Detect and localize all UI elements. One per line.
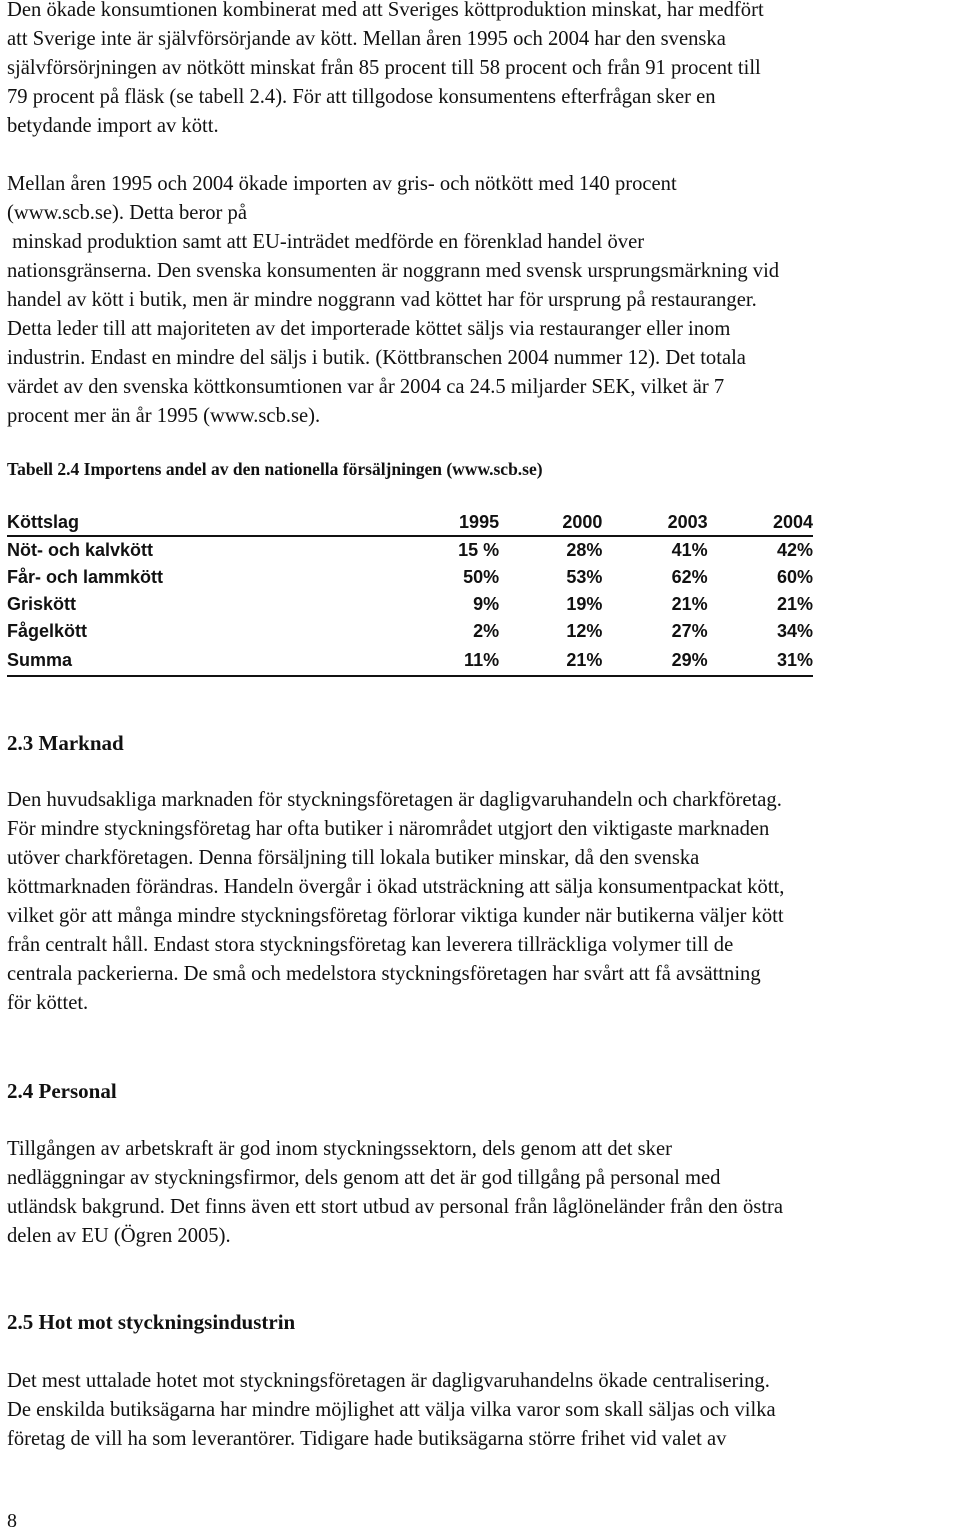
table-header-row: [7, 509, 813, 536]
table-cell: 21%: [499, 645, 602, 676]
table-row: [7, 564, 813, 591]
column-header-2003: 2003: [602, 509, 707, 536]
table-cell: 34%: [776, 621, 813, 641]
table-cell: 53%: [566, 567, 603, 587]
table-row: [7, 536, 813, 564]
text-line: Tillgången av arbetskraft är god inom styckningssektorn, dels genom att det sker: [7, 1138, 672, 1160]
text-line: vilket gör att många mindre styckningsföretag förlorar viktiga kunder när butikerna väljer kött: [7, 905, 784, 927]
table-cell: 9%: [473, 594, 500, 614]
text-line: Det mest uttalade hotet mot styckningsföretagen är dagligvaruhandelns ökade centralisering.: [7, 1370, 770, 1392]
table-cell: 31%: [708, 645, 813, 676]
text-line: minskad produktion samt att EU-inträdet medförde en förenklad handel över: [7, 231, 645, 253]
text-line: De enskilda butiksägarna har mindre möjlighet att välja vilka varor som skall säljas och vilka: [7, 1399, 776, 1421]
text-line: industrin. Endast en mindre del säljs i butik. (Köttbranschen 2004 nummer 12). Det totala: [7, 347, 746, 369]
column-header-2000: 2000: [499, 509, 602, 536]
text-line: procent mer än år 1995 (www.scb.se).: [7, 405, 321, 427]
text-line: betydande import av kött.: [7, 115, 219, 137]
text-line: centrala packerierna. De små och medelstora styckningsföretagen har svårt att få avsättning: [7, 963, 761, 985]
table-cell: 15 %: [458, 540, 500, 560]
column-header-1995: 1995: [341, 509, 499, 536]
text-line: företag de vill ha som leverantörer. Tidigare hade butiksägarna större frihet vid valet av: [7, 1428, 727, 1450]
table-cell: 2%: [473, 621, 500, 641]
text-line: Den huvudsakliga marknaden för styckningsföretagen är dagligvaruhandeln och charkföretag.: [7, 789, 782, 811]
paragraph-personal: [7, 1135, 955, 1251]
table-cell: 42%: [776, 540, 813, 560]
section-heading-personal: 2.4 Personal: [7, 1079, 117, 1103]
table-cell: 21%: [671, 594, 708, 614]
text-line: utöver charkföretagen. Denna försäljning till lokala butiker minskar, då den svenska: [7, 847, 700, 869]
text-line: att Sverige inte är självförsörjande av kött. Mellan åren 1995 och 2004 har den svenska: [7, 28, 726, 50]
text-line: Den ökade konsumtionen kombinerat med att Sveriges köttproduktion minskat, har medfört: [7, 0, 764, 21]
table-cell: 11%: [341, 645, 499, 676]
table-cell: Griskött: [7, 594, 77, 614]
paragraph-self-sufficiency: [7, 0, 955, 141]
table-cell: 60%: [776, 567, 813, 587]
text-line: 79 procent på fläsk (se tabell 2.4). För att tillgodose konsumentens efterfrågan sker en: [7, 86, 716, 108]
paragraph-imports: [7, 170, 955, 431]
import-share-table: [7, 509, 813, 677]
table-caption: Tabell 2.4 Importens andel av den nationella försäljningen (www.scb.se): [7, 459, 543, 479]
text-line: Mellan åren 1995 och 2004 ökade importen av gris- och nötkött med 140 procent: [7, 173, 677, 195]
table-cell: 29%: [602, 645, 707, 676]
text-line: självförsörjningen av nötkött minskat från 85 procent till 58 procent och från 91 procent till: [7, 57, 761, 79]
column-header-meat-type: Köttslag: [7, 509, 341, 536]
table-sum-row: [7, 645, 813, 676]
text-line: nedläggningar av styckningsfirmor, dels genom att det är god tillgång på personal med: [7, 1167, 721, 1189]
table-cell: Fågelkött: [7, 621, 88, 641]
text-line: (www.scb.se). Detta beror på: [7, 202, 247, 224]
text-line: för köttet.: [7, 992, 89, 1014]
table-row: [7, 618, 813, 645]
table-row: [7, 591, 813, 618]
text-line: handel av kött i butik, men är mindre noggrann vad köttet har för ursprung på restauranger.: [7, 289, 757, 311]
text-line: från centralt håll. Endast stora styckningsföretag kan leverera tillräckliga volymer till de: [7, 934, 734, 956]
text-line: Detta leder till att majoriteten av det importerade köttet säljs via restauranger eller inom: [7, 318, 731, 340]
table-cell: Nöt- och kalvkött: [7, 540, 154, 560]
column-header-2004: 2004: [708, 509, 813, 536]
table-cell: 28%: [566, 540, 603, 560]
paragraph-hot: [7, 1367, 955, 1454]
paragraph-marknad: [7, 786, 955, 1018]
table-cell: Får- och lammkött: [7, 567, 164, 587]
text-line: delen av EU (Ögren 2005).: [7, 1225, 231, 1247]
section-heading-hot: 2.5 Hot mot styckningsindustrin: [7, 1310, 296, 1334]
table-cell: 50%: [463, 567, 500, 587]
text-line: nationsgränserna. Den svenska konsumenten är noggrann med svensk ursprungsmärkning vid: [7, 260, 780, 282]
table-cell: Summa: [7, 645, 341, 676]
page-number: 8: [7, 1510, 17, 1532]
table-cell: 21%: [776, 594, 813, 614]
text-line: För mindre styckningsföretag har ofta butiker i närområdet utgjort den viktigaste marknaden: [7, 818, 770, 840]
text-line: utländsk bakgrund. Det finns även ett stort utbud av personal från låglöneländer från den östra: [7, 1196, 784, 1218]
table-cell: 62%: [671, 567, 708, 587]
table-cell: 12%: [566, 621, 603, 641]
text-line: värdet av den svenska köttkonsumtionen var år 2004 ca 24.5 miljarder SEK, vilket är 7: [7, 376, 725, 398]
text-line: köttmarknaden förändras. Handeln övergår i ökad utsträckning att sälja konsumentpackat kött,: [7, 876, 785, 898]
table-cell: 41%: [671, 540, 708, 560]
table-cell: 27%: [671, 621, 708, 641]
table-cell: 19%: [566, 594, 603, 614]
section-heading-marknad: 2.3 Marknad: [7, 731, 124, 755]
